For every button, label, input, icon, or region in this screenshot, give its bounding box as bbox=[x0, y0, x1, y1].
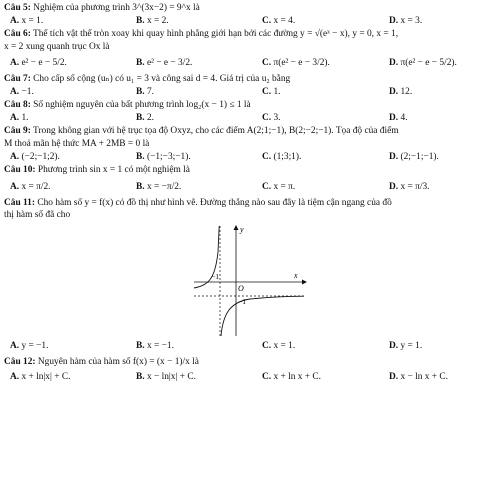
y-axis-arrow bbox=[234, 225, 239, 230]
question-9-options bbox=[4, 151, 491, 165]
question-12 bbox=[4, 353, 491, 371]
q10-option-a[interactable]: A. x = π/2. bbox=[10, 181, 51, 192]
q10-option-c[interactable]: C. x = π. bbox=[262, 181, 296, 192]
q12-option-a[interactable]: A. x + ln|x| + C. bbox=[10, 372, 71, 383]
question-7-label: Câu 7: bbox=[4, 74, 31, 85]
q7-option-b[interactable]: B. 7. bbox=[136, 86, 154, 97]
x-axis-arrow bbox=[302, 279, 307, 284]
exam-page bbox=[4, 2, 491, 385]
q11-option-d[interactable]: D. y = 1. bbox=[389, 340, 423, 351]
q10-option-d[interactable]: D. x = π/3. bbox=[389, 181, 430, 192]
q8-option-c[interactable]: C. 3. bbox=[262, 112, 281, 123]
question-5 bbox=[4, 2, 491, 15]
question-11-stem-continued: thị hàm số đã cho bbox=[4, 210, 71, 221]
q8-option-a[interactable]: A. 1. bbox=[10, 112, 29, 123]
question-8-options bbox=[4, 112, 491, 126]
y-tick-neg-one: −1 bbox=[238, 296, 246, 306]
q6-option-b[interactable]: B. e² − e − 3/2. bbox=[136, 58, 193, 69]
q6-option-d[interactable]: D. π(e² − e − 5/2). bbox=[389, 58, 457, 69]
x-axis-label: x bbox=[294, 270, 298, 280]
function-graph bbox=[190, 222, 310, 338]
q9-option-a[interactable]: A. (−2;−1;2). bbox=[10, 151, 60, 162]
question-8-stem: Số nghiệm nguyên của bất phương trình log₂(x − 1) ≤ 1 là bbox=[33, 100, 251, 111]
question-12-options bbox=[4, 371, 491, 385]
question-12-label: Câu 12: bbox=[4, 357, 36, 368]
question-11 bbox=[4, 197, 491, 210]
question-9-stem-continued: M thoả mãn hệ thức MA + 2MB = 0 là bbox=[4, 139, 150, 150]
q5-option-b[interactable]: B. x = 2. bbox=[136, 15, 169, 26]
q9-option-b[interactable]: B. (−1;−3;−1). bbox=[136, 151, 191, 162]
question-9 bbox=[4, 125, 491, 138]
question-9-stem: Trong không gian với hệ trục tọa độ Oxyz, cho các điểm A(2;1;−1), B(2;−2;−1). Tọa độ của điểm bbox=[33, 126, 399, 137]
q5-option-d[interactable]: D. x = 3. bbox=[389, 15, 423, 26]
q8-option-b[interactable]: B. 2. bbox=[136, 112, 154, 123]
q12-option-c[interactable]: C. x + ln x + C. bbox=[262, 372, 322, 383]
q12-option-d[interactable]: D. x − ln x + C. bbox=[389, 372, 449, 383]
question-12-stem: Nguyên hàm của hàm số f(x) = (x − 1)/x là bbox=[37, 357, 199, 368]
q9-option-d[interactable]: D. (2;−1;−1). bbox=[389, 151, 439, 162]
question-10-options bbox=[4, 177, 491, 197]
q11-option-a[interactable]: A. y = −1. bbox=[10, 340, 49, 351]
origin-label: O bbox=[238, 283, 244, 293]
question-5-stem: Nghiệm của phương trình 3^(3x−2) = 9^x là bbox=[33, 3, 200, 13]
question-11-graph-area bbox=[4, 222, 491, 340]
question-10 bbox=[4, 164, 491, 177]
x-tick-neg-one: −1 bbox=[211, 271, 219, 281]
question-6-stem: Thể tích vật thể tròn xoay khi quay hình phẳng giới hạn bởi các đường y = √(eˣ − x), y = 0, x = 1, bbox=[33, 29, 399, 40]
y-axis-label: y bbox=[240, 224, 244, 234]
question-10-label: Câu 10: bbox=[4, 165, 36, 176]
question-8-label: Câu 8: bbox=[4, 100, 31, 111]
question-7-stem: Cho cấp số cộng (uₙ) có u₁ = 3 và công sai d = 4. Giá trị của u₂ bằng bbox=[33, 74, 291, 85]
q9-option-c[interactable]: C. (1;3;1). bbox=[262, 151, 302, 162]
q7-option-a[interactable]: A. −1. bbox=[10, 86, 34, 97]
question-8 bbox=[4, 99, 491, 112]
question-7-options bbox=[4, 86, 491, 100]
q5-option-c[interactable]: C. x = 4. bbox=[262, 15, 296, 26]
question-5-label: Câu 5: bbox=[4, 3, 31, 13]
question-7 bbox=[4, 73, 491, 86]
q8-option-d[interactable]: D. 4. bbox=[389, 112, 408, 123]
question-11-label: Câu 11: bbox=[4, 197, 35, 208]
q7-option-d[interactable]: D. 12. bbox=[389, 86, 413, 97]
q6-option-c[interactable]: C. π(e² − e − 3/2). bbox=[262, 58, 330, 69]
question-6-options bbox=[4, 53, 491, 73]
q11-option-b[interactable]: B. x = −1. bbox=[136, 340, 174, 351]
question-5-options bbox=[4, 15, 491, 29]
curve-right-branch bbox=[221, 296, 304, 336]
q6-option-a[interactable]: A. e² − e − 5/2. bbox=[10, 58, 67, 69]
question-6 bbox=[4, 28, 491, 41]
question-10-stem: Phương trình sin x = 1 có một nghiệm là bbox=[37, 165, 190, 176]
q12-option-b[interactable]: B. x − ln|x| + C. bbox=[136, 372, 196, 383]
q5-option-a[interactable]: A. x = 1. bbox=[10, 15, 44, 26]
question-11-stem: Cho hàm số y = f(x) có đồ thị như hình vẽ. Đường thẳng nào sau đây là tiệm cận ngang của đồ bbox=[37, 197, 392, 208]
question-6-stem-continued: x = 2 xung quanh trục Ox là bbox=[4, 41, 110, 52]
q10-option-b[interactable]: B. x = −π/2. bbox=[136, 181, 182, 192]
q7-option-c[interactable]: C. 1. bbox=[262, 86, 281, 97]
question-11-options bbox=[4, 340, 491, 354]
question-9-label: Câu 9: bbox=[4, 126, 31, 137]
q11-option-c[interactable]: C. x = 1. bbox=[262, 340, 296, 351]
question-6-label: Câu 6: bbox=[4, 29, 31, 40]
